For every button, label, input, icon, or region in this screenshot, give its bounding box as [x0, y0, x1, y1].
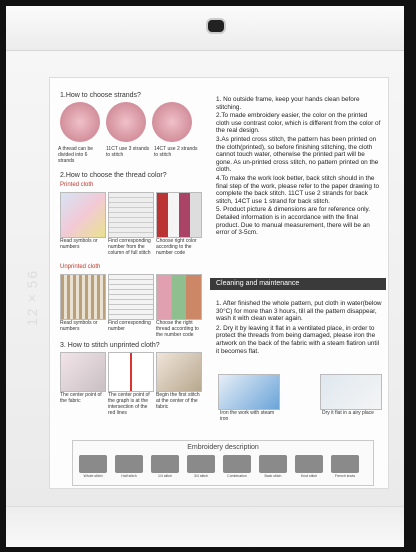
note-2: 2.To made embroidery easier, the color on the printed cloth use contrast color, which is different from the color of the real design.: [216, 112, 381, 135]
unprinted-caption-3: Choose the right thread according to the number code: [156, 320, 199, 338]
unprinted-photo-2: [108, 274, 154, 320]
unprinted-photo-1: [60, 274, 106, 320]
printed-caption-2: Find corresponding number from the column of full stitch: [108, 238, 151, 256]
stitch-label-4: 3/4 stitch: [193, 474, 208, 478]
printed-photo-3: [156, 192, 202, 238]
strand-caption-3: 14CT use 2 strands to stitch: [154, 146, 198, 158]
care-1: 1. After finished the whole pattern, put cloth in water(below 30°C) for more than 3 hours, till all the pattern disappear, wash it with clean water again.: [216, 300, 382, 323]
half-stitch-icon: [115, 455, 143, 473]
stitch-caption-1: The center point of the fabric: [60, 392, 102, 404]
printed-photo-1: [60, 192, 106, 238]
stitch-label-7: Knot stitch: [300, 474, 318, 478]
iron-photo: [218, 374, 280, 410]
bag-seal: [6, 6, 404, 51]
care-banner: Cleaning and maintenance: [210, 278, 386, 290]
quarter-stitch-icon: [151, 455, 179, 473]
strand-caption-1: A thread can be divided into 6 strands: [58, 146, 94, 164]
printed-photo-2: [108, 192, 154, 238]
stitch-caption-3: Begin the first stitch at the center of the fabric: [156, 392, 200, 410]
stitch-label-2: Half stitch: [121, 474, 137, 478]
care-2: 2. Dry it by leaving it flat in a ventilated place, in order to protect the threads from being damaged, please iron the artwork on the back of the fabric with a steam flatiron until it becomes flat.: [216, 324, 380, 355]
stitch-label-8: French knots: [334, 474, 356, 478]
dry-caption: Dry it flat in a airy place: [322, 410, 374, 416]
iron-caption: Iron the work with steam iron: [220, 410, 275, 422]
three-quarter-stitch-icon: [187, 455, 215, 473]
printed-caption-3: Choose right color according to the number code: [156, 238, 197, 256]
stitch-label-5: Combination: [227, 474, 247, 478]
combination-stitch-icon: [223, 455, 251, 473]
unprinted-label: Unprinted cloth: [60, 264, 101, 270]
strand-caption-2: 11CT use 3 strands to stitch: [106, 146, 150, 158]
color-title: 2.How to choose the thread color?: [60, 172, 167, 179]
french-knots-icon: [331, 455, 359, 473]
care-list: [216, 300, 382, 357]
instruction-sheet: [50, 78, 388, 488]
stitch-photo-1: [60, 352, 106, 392]
unprinted-caption-1: Read symbols or numbers: [60, 320, 98, 332]
stitch-photo-2: [108, 352, 154, 392]
note-5: 5. Product picture & dimensions are for reference only. Detailed information is in accordance with the final product. Due to manual measurement, there will be an error of 3-5cm.: [216, 206, 371, 237]
thread-photo-1: [60, 102, 100, 142]
stitch-label-3: 1/4 stitch: [157, 474, 172, 478]
stitch-label-1: Whole stitch: [83, 474, 103, 478]
dry-photo: [320, 374, 382, 410]
stitch-title: 3. How to stitch unprinted cloth?: [60, 342, 160, 349]
whole-stitch-icon: [79, 455, 107, 473]
note-3: 3.As printed cross stitch, the pattern has been printed on the cloth(printed), so before finishing stitching, the cloth cannot touch water, otherwise the printed part will be gone. As un-printed cross stitch, no pattern printed on the cloth.: [216, 135, 379, 174]
thread-photo-3: [152, 102, 192, 142]
printed-label: Printed cloth: [60, 182, 94, 188]
bag-bottom: [6, 506, 404, 547]
stitch-caption-2: The center point of the graph is at the intersection of the red lines: [108, 392, 150, 416]
hang-hole-icon: [206, 18, 226, 34]
plastic-bag: [6, 6, 404, 546]
unprinted-photo-3: [156, 274, 202, 320]
embroidery-box: [72, 440, 374, 486]
note-4: 4.To make the work look better, back stitch should in the final step of the work, please refer to the paper drawing to complete the back stitch. 11CT use 2 strands for back stitch, 14CT use 1 strand for back stitch.: [216, 174, 380, 205]
note-1: 1. No outside frame, keep your hands clean before stitching.: [216, 96, 360, 111]
thread-photo-2: [106, 102, 146, 142]
stitch-photo-3: [156, 352, 202, 392]
back-stitch-icon: [259, 455, 287, 473]
printed-caption-1: Read symbols or numbers: [60, 238, 98, 250]
embroidery-title: Embroidery description: [187, 444, 259, 451]
knot-stitch-icon: [295, 455, 323, 473]
side-print: 12×56: [24, 268, 40, 326]
notes-list: [216, 96, 382, 238]
stitch-label-6: Back stitch: [264, 474, 282, 478]
unprinted-caption-2: Find corresponding number: [108, 320, 151, 332]
strands-title: 1.How to choose strands?: [60, 92, 141, 99]
